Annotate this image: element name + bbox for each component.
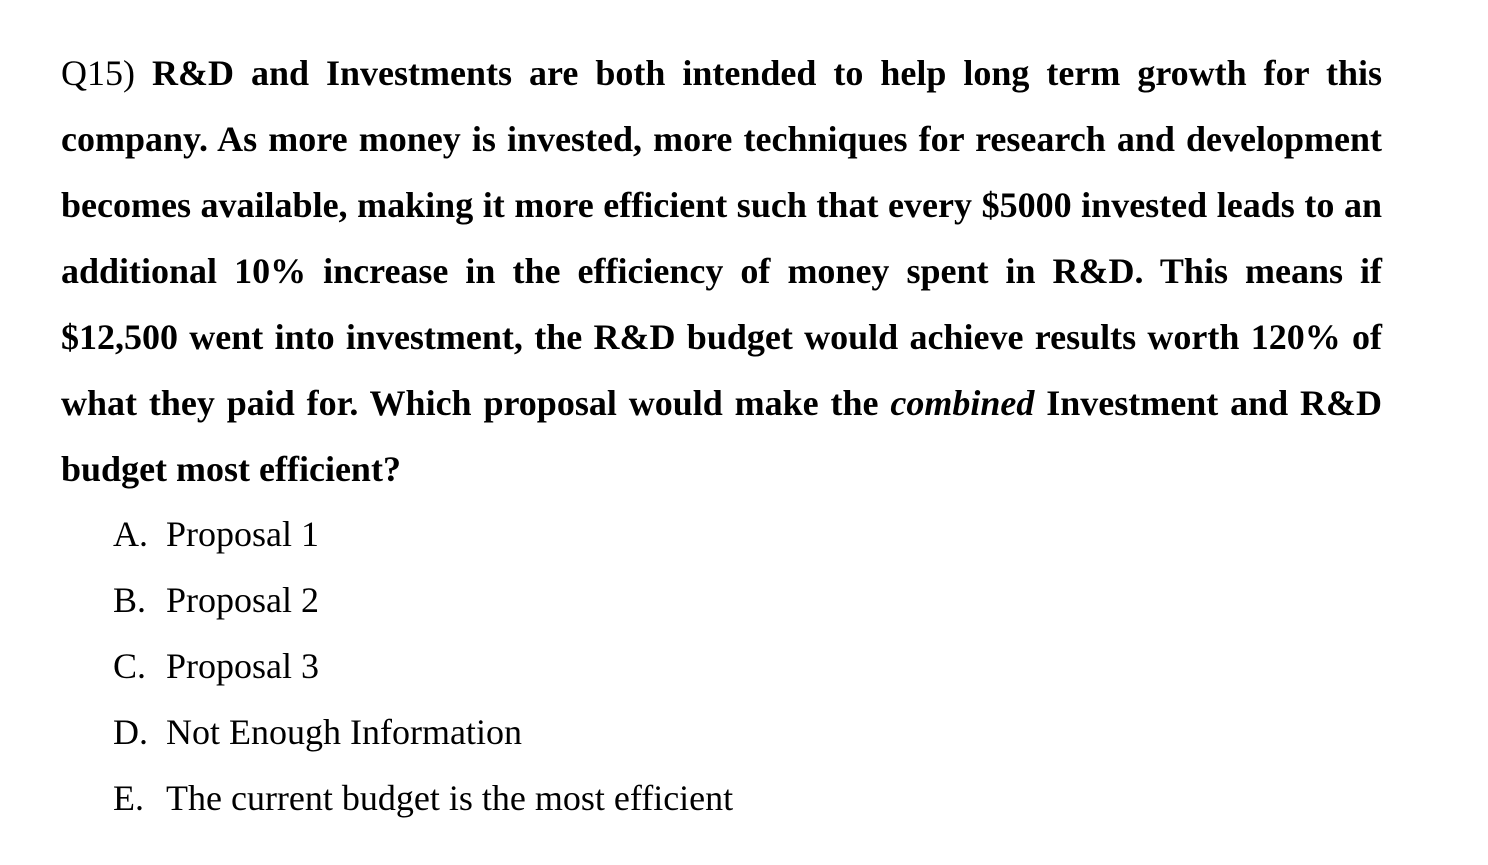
option-text: Proposal 3: [166, 646, 319, 686]
option-text: Proposal 1: [166, 514, 319, 554]
option-a[interactable]: [113, 501, 733, 567]
option-e[interactable]: [113, 765, 733, 831]
option-letter: D.: [113, 712, 148, 752]
option-text: Not Enough Information: [166, 712, 522, 752]
question-number: Q15): [61, 53, 135, 93]
question-stem: [61, 53, 1382, 489]
option-letter: A.: [113, 514, 148, 554]
option-letter: E.: [113, 778, 144, 818]
option-text: Proposal 2: [166, 580, 319, 620]
question-stem-emphasis: combined: [890, 383, 1035, 423]
option-letter: C.: [113, 646, 147, 686]
option-letter: B.: [113, 580, 147, 620]
answer-options: [113, 501, 733, 831]
question-text: [61, 40, 1382, 502]
question-stem-part2: Investment and R&D budget most efficient?: [61, 383, 1383, 489]
question-stem-part1: R&D and Investments are both intended to help long term growth for this company. As more money is invested, more techniques for research and development becomes available, making it more efficient such that every $5000 invested leads to an additional 10% increase in the efficiency of money spent in R&D. This means if $12,500 went into investment, the R&D budget would achieve results worth 120% of what they paid for. Which proposal would make the: [61, 53, 1382, 423]
option-c[interactable]: [113, 633, 733, 699]
option-b[interactable]: [113, 567, 733, 633]
option-text: The current budget is the most efficient: [166, 778, 734, 818]
option-d[interactable]: [113, 699, 733, 765]
